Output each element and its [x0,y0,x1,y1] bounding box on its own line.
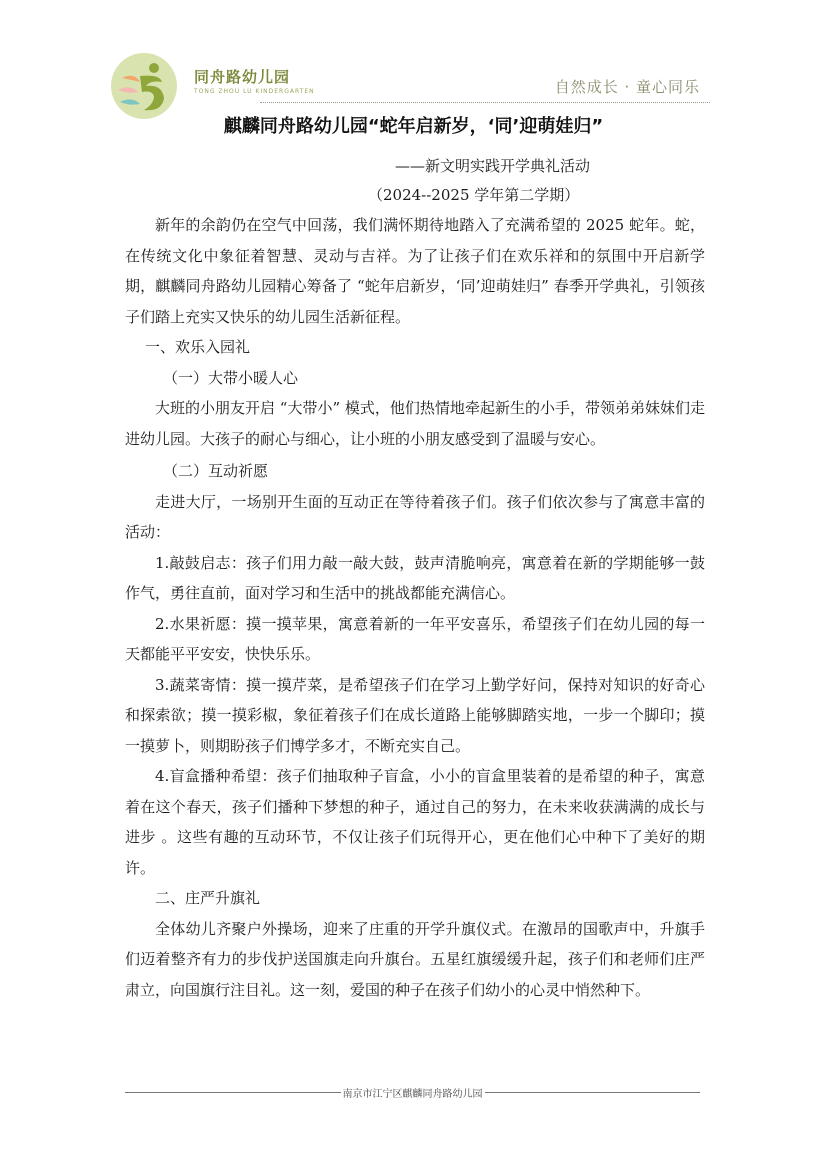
subsection-heading: （一）大带小暖人心 [163,368,299,387]
list-item: 2.水果祈愿：摸一摸苹果，寓意着新的一年平安喜乐，希望孩子们在幼儿园的每一天都能平平安安，快快乐乐。 [125,614,705,663]
footer-rule-left [125,1092,341,1093]
body-paragraph: 大班的小朋友开启 “大带小” 模式，他们热情地牵起新生的小手，带领弟弟妹妹们走进幼儿园。大孩子的耐心与细心，让小班的小朋友感受到了温暖与安心。 [125,399,705,448]
footer-rule-right [485,1092,701,1093]
document-body [125,210,705,1005]
section-heading: 一、欢乐入园礼 [145,338,251,356]
subsection-heading: （二）互动祈愿 [163,462,269,480]
logo-subtitle: TONG ZHOU LU KINDERGARTEN [194,88,315,95]
section-heading: 二、庄严升旗礼 [155,889,261,907]
document-term: （2024--2025 学年第二学期） [368,186,580,204]
header-divider [260,102,710,103]
page-header [110,52,710,110]
kindergarten-logo [110,52,178,120]
body-paragraph: 全体幼儿齐聚户外操场，迎来了庄重的开学升旗仪式。在激昂的国歌声中，升旗手们迈着整齐有力的步伐护送国旗走向升旗台。五星红旗缓缓升起，孩子们和老师们庄严肃立，向国旗行注目礼。这一刻，爱国的种子在孩子们幼小的心灵中悄然种下。 [125,919,705,999]
list-item: 3.蔬菜寄情：摸一摸芹菜，是希望孩子们在学习上勤学好问，保持对知识的好奇心和探索欲；摸一摸彩椒，象征着孩子们在成长道路上能够脚踏实地，一步一个脚印；摸一摸萝卜，则期盼孩子们博学多才，不断充实自己。 [125,675,705,755]
list-item: 4.盲盒播种希望：孩子们抽取种子盲盒，小小的盲盒里装着的是希望的种子，寓意着在这个春天，孩子们播种下梦想的种子，通过自己的努力，在未来收获满满的成长与进步 。这些有趣的互动环节，不仅让孩子们玩得开心，更在他们心中种下了美好的期许。 [125,767,705,877]
header-slogan: 自然成长 · 童心同乐 [554,78,700,96]
page-footer [125,1085,700,1100]
body-paragraph: 走进大厅，一场别开生面的互动正在等待着孩子们。孩子们依次参与了寓意丰富的活动： [125,492,705,541]
list-item: 1.敲鼓启志：孩子们用力敲一敲大鼓，鼓声清脆响亮，寓意着在新的学期能够一鼓作气，勇往直前，面对学习和生活中的挑战都能充满信心。 [125,553,705,602]
document-subtitle: ——新文明实践开学典礼活动 [395,157,591,175]
document-title: 麒麟同舟路幼儿园“蛇年启新岁，‘同’迎萌娃归” [223,116,604,137]
intro-paragraph: 新年的余韵仍在空气中回荡，我们满怀期待地踏入了充满希望的 2025 蛇年。蛇，在传统文化中象征着智慧、灵动与吉祥。为了让孩子们在欢乐祥和的氛围中开启新学期，麒麟同舟路幼儿园精心筹备了 “蛇年启新岁，‘同’迎萌娃归” 春季开学典礼，引领孩子们踏上充实又快乐的幼儿园生活新征程。 [125,216,705,326]
logo-name: 同舟路幼儿园 [194,68,291,86]
footer-text: 南京市江宁区麒麟同舟路幼儿园 [342,1089,483,1100]
